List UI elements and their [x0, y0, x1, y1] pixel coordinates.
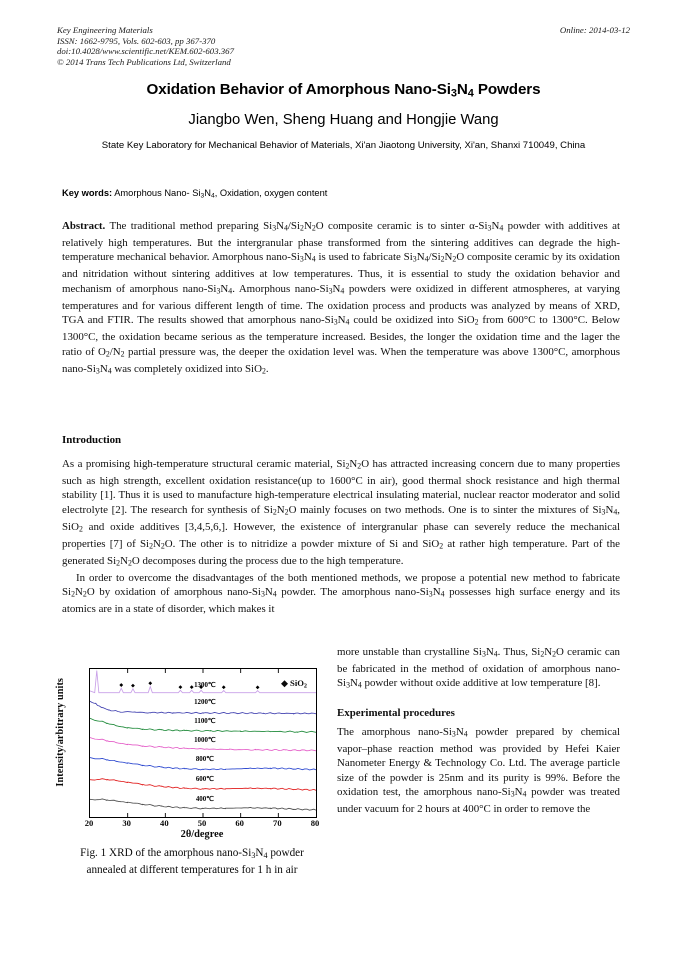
x-tick-70: 70 [273, 818, 282, 828]
introduction-body [62, 457, 620, 617]
x-tick-30: 30 [122, 818, 131, 828]
introduction-heading: Introduction [62, 434, 122, 446]
introduction-paragraph-2-right: more unstable than crystalline $Si_3N_4$. Thus, $Si_2N_2O$ ceramic can be fabricated in the method of oxidation of amorphous nano-$Si_3N_4$ powder without oxide additive at low temperature [8]. [337, 646, 620, 691]
introduction-paragraph-1: As a promising high-temperature structural ceramic material, $Si_2N_2O$ has attracted increasing concern due to many properties such as high strength, excellent oxidation resistance(up to 1600°C in air), good thermal shock resistance and high thermal stability [1]. Thus it is used to manufacture high-temperature electrical insulating material, nuclear reactor moderator and solid electrolyte [2]. The research for synthesis of $Si_2N_2O$ mainly focuses on two methods. One is to sinter the mixtures of $Si_3N_4$, SiO$_2$ and oxide additives [3,4,5,6,]. However, the existence of intergranular phase can severely reduce the mechanical properties [7] of $Si_2N_2O$. The other is to nitridize a powder mixture of Si and SiO$_2$ at rather high temperature. Part of the generated $Si_2N_2O$ decomposes during the process due to the high temperature. [62, 458, 620, 568]
text-column [337, 645, 620, 816]
x-tick-40: 40 [160, 818, 169, 828]
x-axis-title: 2θ/degree [180, 829, 224, 840]
issn-line: ISSN: 1662-9795, Vols. 602-603, pp 367-370 [57, 35, 216, 46]
title-part-2: N [456, 81, 468, 98]
keywords-value: Amorphous Nano- $Si_3N_4$, Oxidation, oxygen content [114, 188, 328, 200]
abstract-text: The traditional method preparing $Si_3N_4/Si_2N_2O$ composite ceramic is to sinter $\alpha-Si_3N_4$ powder with additives at relatively high temperatures. But the intergranular phase transformed from the sintering additives can degrade the high-temperature mechanical behavior. Amorphous nano-$Si_3N_4$ is used to fabricate $Si_3N_4/Si_2N_2O$ composite ceramic by its oxidation and nitridation without sintering additives at low temperatures. Thus, it is essential to study the oxidation behavior and mechanism of amorphous nano-$Si_3N_4$. Amorphous nano-$Si_3N_4$ powders were oxidized in different atmospheres, at varying temperatures and for various different length of time. The oxidation process and products was analyzed by means of XRD, TGA and FTIR. The results showed that amorphous nano-$Si_3N_4$ could be oxidized into SiO$_2$ from 600°C to 1300°C. Below 1300°C, the oxidation became serious as the temperature increased. Besides, the longer the oxidation time and the lager the ratio of $O_2/N_2$ partial pressure was, the deeper the oxidation level was. When the temperature was above 1300°C, amorphous nano-$Si_3N_4$ was completely oxidized into SiO$_2$. [62, 220, 621, 376]
curve-label-1200℃: 1200℃ [194, 699, 216, 707]
x-tick-50: 50 [197, 818, 207, 828]
x-tick-60: 60 [235, 818, 244, 828]
keywords-line [62, 188, 620, 199]
author-list: Jiangbo Wen, Sheng Huang and Hongjie Wang [188, 112, 499, 128]
legend-label: SiO$_2$ [290, 678, 307, 690]
curve-label-1300℃: 1300℃ [194, 681, 216, 689]
introduction-paragraph-2-left: In order to overcome the disadvantages of the both mentioned methods, we propose a potential new method to fabricate $Si_2N_2O$ by oxidation of amorphous nano-$Si_3N_4$ powder. The amorphous nano-$Si_3N_4$ possesses high surface energy and its atomics are in a state of disorder, which makes it [62, 572, 620, 616]
abstract-block [62, 219, 620, 379]
peak-marker [131, 684, 135, 688]
doi-line: doi:10.4028/www.scientific.net/KEM.602-603.367 [57, 46, 234, 57]
figure-caption-line-1: Fig. 1 XRD of the amorphous nano-$Si_3N_4$ powder [80, 847, 304, 860]
journal-header [57, 25, 630, 67]
copyright-line: © 2014 Trans Tech Publications Ltd, Switzerland [57, 56, 231, 67]
title-sub-2: 4 [467, 87, 474, 100]
curve-label-600℃: 600℃ [195, 776, 214, 784]
page-title [57, 81, 630, 99]
title-part-1: Oxidation Behavior of Amorphous Nano-Si [146, 81, 451, 98]
y-axis-label: Intensity/arbitrary units [55, 678, 66, 787]
experimental-paragraph-1: The amorphous nano-$Si_3N_4$ powder prepared by chemical vapor–phase reaction method was provided by Hefei Kaier Nanometer Energy & Technology Co. Ltd. The average particle size of the powder is 25nm and its purity is 99%. Before the oxidation test, the amorphous nano-$Si_3N_4$ powder was treated under vacuum for 2 hours at 400°C in order to remove the [337, 725, 620, 815]
journal-name: Key Engineering Materials [57, 25, 153, 35]
peak-marker [148, 681, 152, 685]
x-tick-80: 80 [310, 818, 320, 828]
affiliation: State Key Laboratory for Mechanical Behavior of Materials, Xi'an Jiaotong University, Xi'an, Shanxi 710049, China [101, 140, 586, 151]
peak-marker [256, 686, 260, 690]
journal-header-row [57, 25, 630, 36]
title-sub-1: 3 [450, 87, 457, 100]
peak-marker [119, 683, 123, 687]
abstract-label: Abstract. [62, 220, 106, 232]
x-tick-20: 20 [84, 818, 94, 828]
curve-label-1000℃: 1000℃ [194, 737, 216, 745]
legend-sio2 [281, 678, 307, 689]
figure-caption [58, 846, 326, 878]
curve-label-1100℃: 1100℃ [194, 717, 216, 725]
figure-caption-line-2: annealed at different temperatures for 1 h in air [86, 864, 298, 877]
online-date: Online: 2014-03-12 [559, 25, 630, 35]
peak-marker [222, 685, 226, 689]
title-part-3: Powders [473, 81, 541, 98]
peak-marker [190, 685, 194, 689]
peak-marker [179, 685, 183, 689]
curve-label-800℃: 800℃ [195, 756, 214, 764]
plot-area [89, 668, 317, 818]
keywords-label: Key words: [62, 188, 113, 198]
experimental-heading: Experimental procedures [337, 707, 455, 720]
diamond-marker-icon: ◆ [281, 678, 288, 688]
curve-label-400℃: 400℃ [195, 796, 214, 804]
